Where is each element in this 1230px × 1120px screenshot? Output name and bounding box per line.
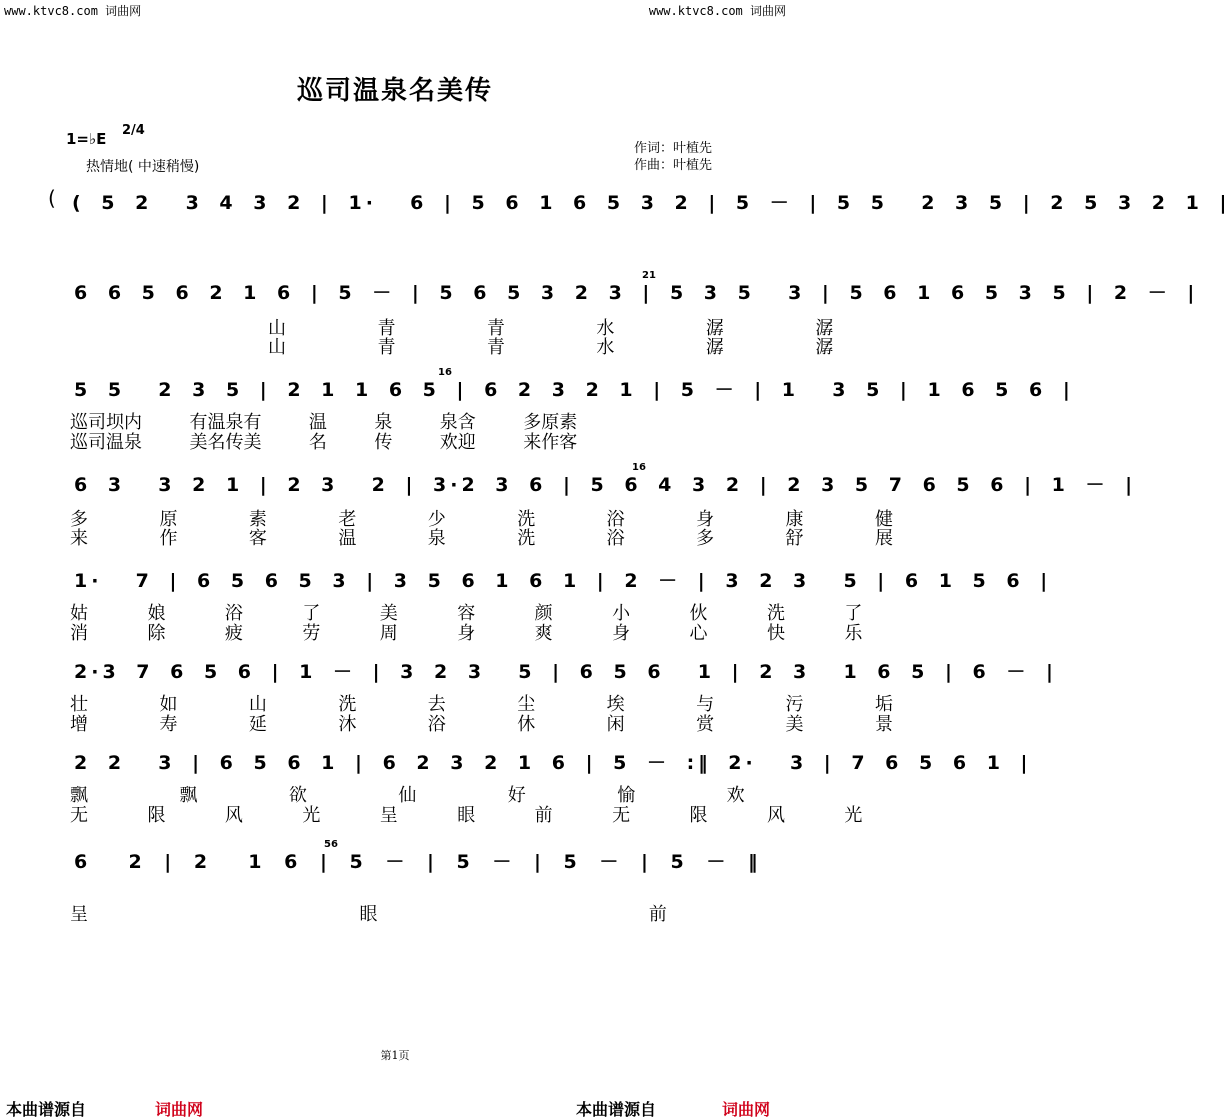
lyrics-7b: 无 限 风 光 呈 眼 前 无 限 风 光 xyxy=(70,805,863,826)
lyrics-6a: 壮 如 山 洗 去 尘 埃 与 污 垢 xyxy=(70,694,893,715)
fermata-4: 56 xyxy=(324,839,338,850)
key-signature: 1=♭E xyxy=(66,130,107,148)
footer-source-right: 本曲谱源自 xyxy=(576,1100,657,1119)
notes: 2 2 3 | 6 5 6 1 | 6 2 3 2 1 6 | 5 － :‖ 2· 3 | 7 6 5 6 1 | xyxy=(74,752,1032,774)
score-line-4 xyxy=(0,462,1137,510)
lyrics-6b: 增 寿 延 沐 浴 休 闲 赏 美 景 xyxy=(70,714,893,735)
notes: 6 3 3 2 1 | 2 3 2 | 3·2 3 6 | 5 6 4 3 2 | 2 3 5 7 6 5 6 | 1 － | xyxy=(74,474,1137,496)
watermark-right: www.ktvc8.com 词曲网 xyxy=(648,4,786,18)
footer-site-right[interactable]: 词曲网 xyxy=(722,1100,771,1119)
notes: 6 2 | 2 1 6 | 5 － | 5 － | 5 － | 5 － ‖ xyxy=(74,851,762,873)
notes: 5 5 2 3 5 | 2 1 1 6 5 | 6 2 3 2 1 | 5 － | 1 3 5 | 1 6 5 6 | xyxy=(74,379,1074,401)
lyrics-5b: 消 除 疲 劳 周 身 爽 身 心 快 乐 xyxy=(70,623,863,644)
notes: 6 6 5 6 2 1 6 | 5 － | 5 6 5 3 2 3 | 5 3 5 3 | 5 6 1 6 5 3 5 | 2 － | xyxy=(74,282,1199,304)
lyrics-4a: 多 原 素 老 少 洗 浴 身 康 健 xyxy=(70,509,893,530)
notes: ( 5 2 3 4 3 2 | 1· 6 | 5 6 1 6 5 3 2 | 5 － | 5 5 2 3 5 | 2 5 3 2 1 | xyxy=(72,192,1230,214)
lyrics-4b: 来 作 客 温 泉 洗 浴 多 舒 展 xyxy=(70,528,893,549)
lyrics-8: 呈 眼 前 xyxy=(70,904,667,925)
footer-source-left: 本曲谱源自 xyxy=(6,1100,87,1119)
composer-credit: 作曲：叶植先 xyxy=(634,158,713,173)
time-signature: 2/4 xyxy=(122,123,145,138)
score-line-1: ( ( 5 2 3 4 3 2 | 1· 6 | 5 6 1 6 5 3 2 | 5 － | 5 5 2 3 5 | 2 5 3 2 1 | xyxy=(48,186,1230,214)
tempo-marking: 热情地( 中速稍慢) xyxy=(86,159,200,175)
lyrics-2b: 山 青 青 水 潺 潺 xyxy=(268,337,834,358)
score-line-2 xyxy=(0,270,1199,318)
notes: 2·3 7 6 5 6 | 1 － | 3 2 3 5 | 6 5 6 1 | 2 3 1 6 5 | 6 － | xyxy=(74,661,1057,683)
lyricist-credit: 作词：叶植先 xyxy=(634,141,713,156)
lyrics-7a: 飘 飘 欲 仙 好 愉 欢 xyxy=(70,785,745,806)
fermata-3: 16 xyxy=(632,462,646,473)
fermata-2: 16 xyxy=(438,367,452,378)
score-line-8 xyxy=(0,839,790,887)
lyrics-2a: 山 青 青 水 潺 潺 xyxy=(268,318,834,339)
lyrics-3a: 巡司坝内 有温泉有 温 泉 泉含 多原素 xyxy=(70,412,578,433)
notes: 1· 7 | 6 5 6 5 3 | 3 5 6 1 6 1 | 2 － | 3 2 3 5 | 6 1 5 6 | xyxy=(74,570,1052,592)
lyrics-5a: 姑 娘 浴 了 美 容 颜 小 伙 洗 了 xyxy=(70,603,863,624)
fermata-1: 21 xyxy=(642,270,656,281)
footer-site-left[interactable]: 词曲网 xyxy=(155,1100,204,1119)
page-title: 巡司温泉名美传 xyxy=(296,76,493,106)
watermark-left: www.ktvc8.com 词曲网 xyxy=(4,4,142,18)
page-number: 第1页 xyxy=(380,1049,410,1062)
lyrics-3b: 巡司温泉 美名传美 名 传 欢迎 来作客 xyxy=(70,432,578,453)
